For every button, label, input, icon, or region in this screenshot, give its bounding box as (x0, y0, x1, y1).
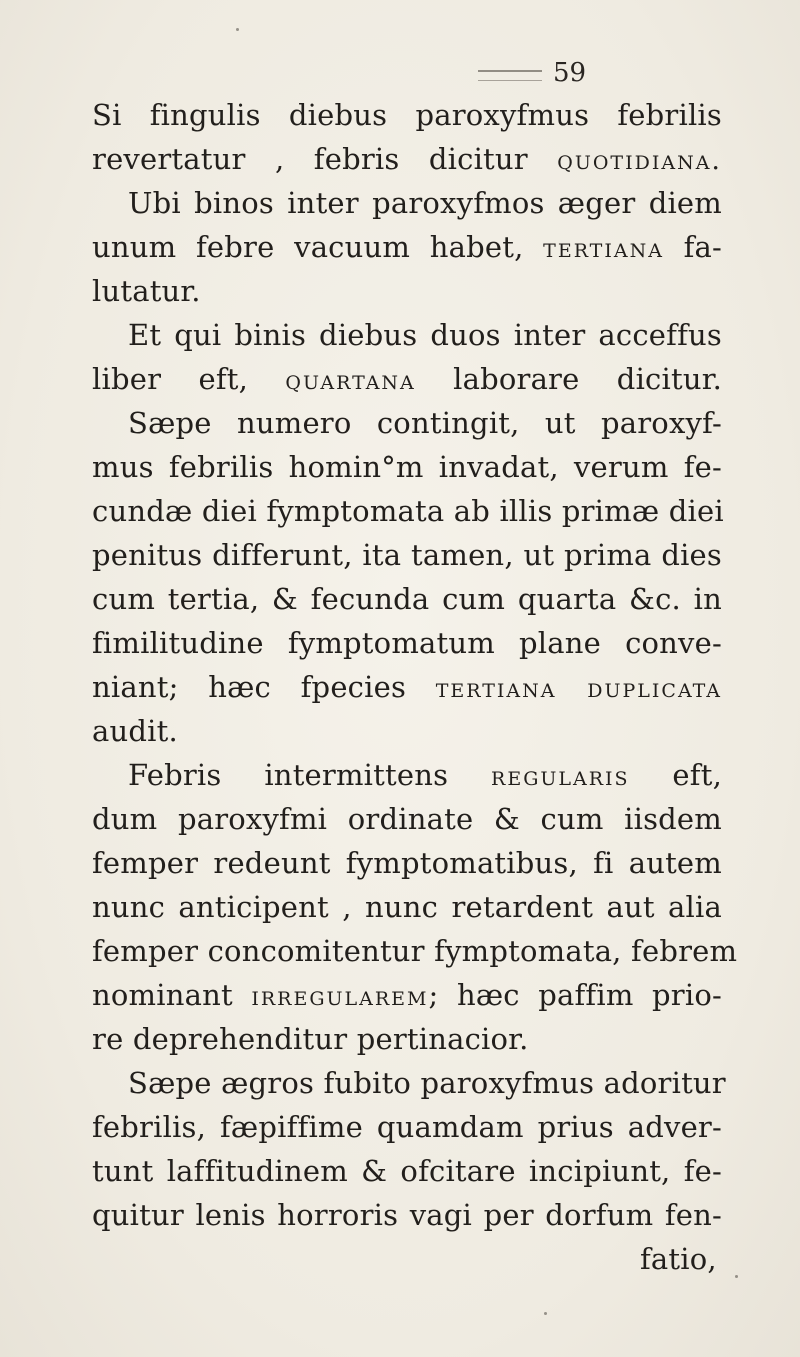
text-line (92, 1017, 528, 1061)
paper-speck (544, 1312, 547, 1315)
text-run: febrilis, fæpiffime quamdam prius adver- (92, 1110, 722, 1144)
term-tertiana-duplicata: tertiana duplicata (435, 673, 722, 704)
text-line (92, 357, 722, 401)
text-run: Sæpe ægros fubito paroxyfmus adoritur (128, 1066, 726, 1100)
text-line (128, 401, 722, 445)
text-run: Sæpe numero contingit, ut paroxyf- (128, 406, 722, 440)
text-line (92, 225, 722, 269)
header-rule (478, 70, 542, 81)
text-run: re deprehenditur pertinacior. (92, 1022, 529, 1056)
text-line (92, 489, 722, 533)
text-line (92, 929, 738, 973)
paper-speck (735, 1275, 738, 1278)
text-line (92, 533, 722, 577)
text-line (92, 93, 722, 137)
text-run: dum paroxyfmi ordinate & cum iisdem (92, 802, 722, 836)
text-run: quitur lenis horroris vagi per dorfum fen- (92, 1198, 722, 1232)
text-run: cundæ diei fymptomata ab illis primæ diei (92, 494, 724, 528)
text-line (92, 1149, 722, 1193)
text-run: femper redeunt fymptomatibus, fi autem (92, 846, 722, 880)
text-run: nominant (92, 978, 252, 1012)
text-run: Ubi binos inter paroxyfmos æger diem (128, 186, 722, 220)
text-run: unum febre vacuum habet, (92, 230, 544, 264)
term-quotidiana: quotidiana. (557, 145, 722, 176)
text-run: liber eft, (92, 362, 286, 396)
text-line (128, 753, 722, 797)
term-irregularem: irregularem (251, 981, 429, 1012)
text-line (92, 973, 722, 1017)
text-run: fimilitudine fymptomatum plane conve- (92, 626, 722, 660)
text-run: mus febrilis homin°m invadat, verum fe- (92, 450, 722, 484)
text-line (92, 665, 722, 709)
text-line (92, 621, 722, 665)
text-line (92, 269, 201, 313)
text-run: Si fingulis diebus paroxyfmus febrilis (92, 98, 722, 132)
text-line (92, 445, 722, 489)
text-line (128, 313, 722, 357)
text-line (92, 137, 722, 181)
term-regularis: regularis (491, 761, 630, 792)
text-line (92, 885, 722, 929)
text-line (92, 797, 722, 841)
text-line (92, 841, 722, 885)
text-run: Febris intermittens (128, 758, 492, 792)
text-run: cum tertia, & fecunda cum quarta &c. in (92, 582, 722, 616)
text-run: lutatur. (92, 274, 201, 308)
text-run: ; hæc paffim prio- (428, 978, 722, 1012)
page-number: 59 (553, 58, 587, 88)
term-tertiana: tertiana (543, 233, 664, 264)
text-run: nunc anticipent , nunc retardent aut alia (92, 890, 722, 924)
text-run: audit. (92, 714, 178, 748)
text-run: Et qui binis diebus duos inter acceffus (128, 318, 722, 352)
catchword: fatio, (640, 1242, 717, 1276)
text-line (128, 1061, 726, 1105)
term-quartana: quartana (285, 365, 416, 396)
text-run: penitus differunt, ita tamen, ut prima dies (92, 538, 722, 572)
text-run: femper concomitentur fymptomata, febrem (92, 934, 738, 968)
text-line (92, 577, 722, 621)
text-run: tunt laffitudinem & ofcitare incipiunt, fe- (92, 1154, 722, 1188)
text-run: revertatur , febris dicitur (92, 142, 558, 176)
text-line (92, 709, 178, 753)
text-run: eft, (629, 758, 722, 792)
text-run: fa- (663, 230, 722, 264)
text-run: niant; hæc fpecies (92, 670, 436, 704)
text-line (92, 1105, 722, 1149)
text-line (92, 1193, 722, 1237)
text-line (128, 181, 722, 225)
text-run: laborare dicitur. (415, 362, 722, 396)
paper-speck (236, 28, 239, 31)
